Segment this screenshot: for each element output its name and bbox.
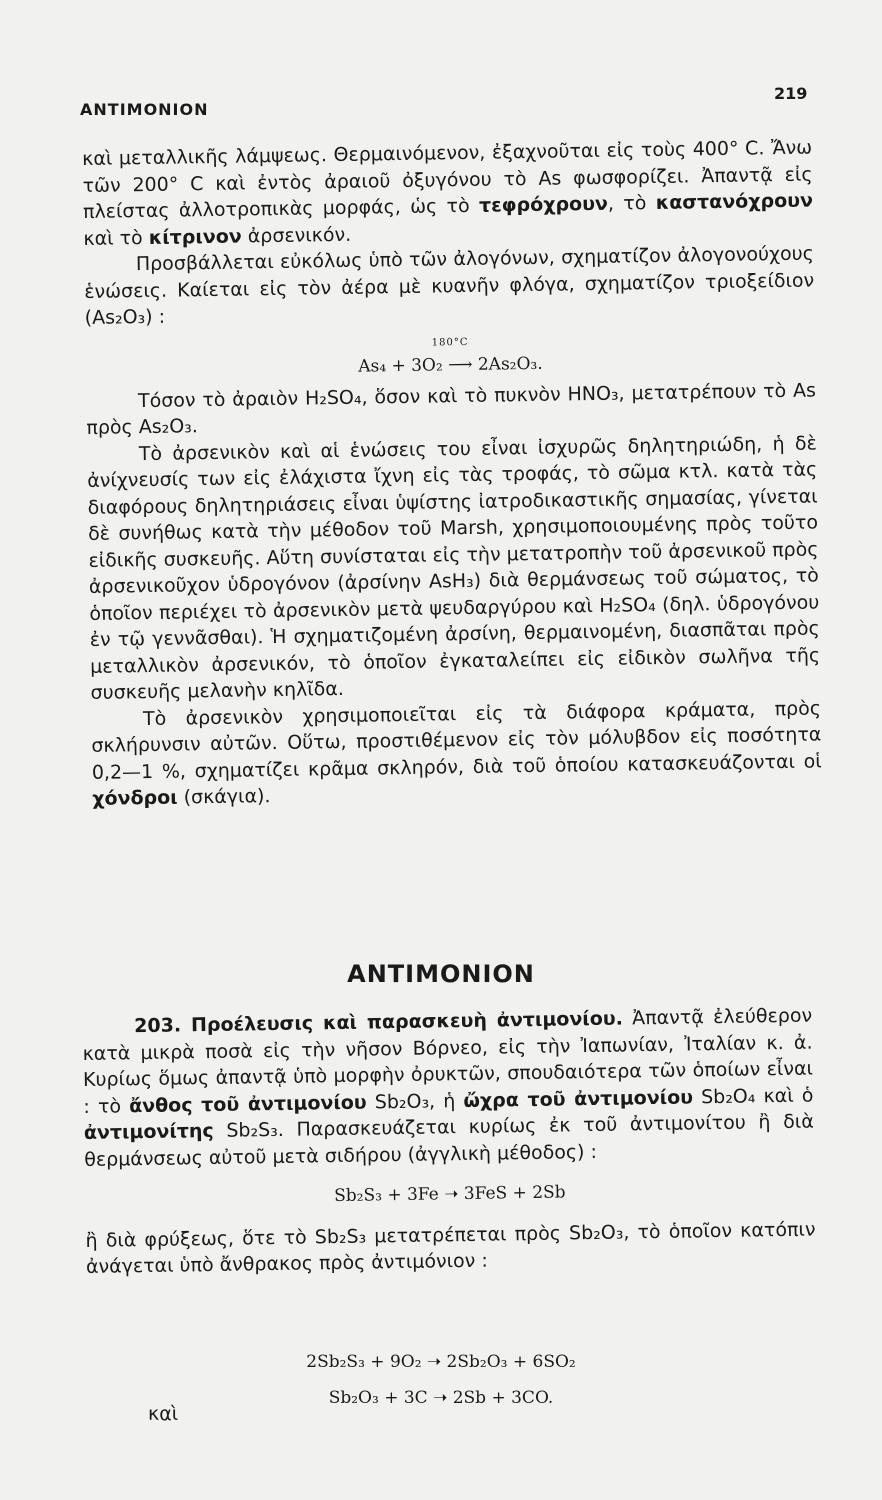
equation-roasting: 2Sb₂S₃ + 9O₂ ➝ 2Sb₂O₃ + 6SO₂ bbox=[306, 1352, 576, 1372]
arsenic-paragraph-1: καὶ μεταλλικῆς λάμψεως. Θερμαινόμενον, ἐξαχνοῦται εἰς τοὺς 400° C. Ἄνω τῶν 200° C καὶ ἐντὸς ἀραιοῦ ὀξυγόνου τὸ As φωσφορίζει. Ἀπαντᾷ εἰς πλείστας ἀλλοτροπικὰς μορφάς, ὡς τὸ τεφρόχρουν, τὸ καστανόχρουν καὶ τὸ κίτρινον ἀρσενικόν. bbox=[82, 136, 814, 250]
conjunction-and: καὶ bbox=[148, 1403, 179, 1425]
antimony-text-block bbox=[82, 1003, 816, 1281]
equation-condition: 180°C bbox=[431, 336, 469, 349]
subsection-heading: 203. Προέλευσις καὶ παρασκευὴ ἀντιμονίου. bbox=[134, 1007, 623, 1038]
arsenic-paragraph-3: Τόσον τὸ ἀραιὸν H₂SO₄, ὅσον καὶ τὸ πυκνὸν HNO₃, μετατρέπουν τὸ As πρὸς As₂O₃. bbox=[86, 379, 817, 439]
bold-term-brown: καστανόχρουν bbox=[655, 189, 814, 214]
equation-carbon-reduction: Sb₂O₃ + 3C ➝ 2Sb + 3CO. bbox=[328, 1388, 554, 1408]
equation-iron-reduction: Sb₂S₃ + 3Fe ➝ 3FeS + 2Sb bbox=[334, 1182, 566, 1207]
bold-term-shot: χόνδροι bbox=[92, 786, 178, 810]
arsenic-text-block bbox=[82, 135, 822, 813]
equation-arsenic-oxidation: 180°C As₄ + 3O₂ ⟶ 2As₂O₃. bbox=[85, 324, 816, 384]
running-title: ΑΝΤΙΜΟΝΙΟΝ bbox=[80, 100, 209, 119]
bold-term-stibnite: ἀντιμονίτης bbox=[83, 1119, 214, 1144]
antimony-paragraph-2: ἢ διὰ φρύξεως, ὅτε τὸ Sb₂S₃ μετατρέπεται πρὸς Sb₂O₃, τὸ ὁποῖον κατόπιν ἀνάγεται ὑπὸ ἄνθρακος πρὸς ἀντιμόνιον : bbox=[85, 1218, 816, 1278]
bold-term-ochre: ὤχρα τοῦ ἀντιμονίου bbox=[463, 1085, 694, 1112]
arsenic-paragraph-5: Τὸ ἀρσενικὸν χρησιμοποιεῖται εἰς τὰ διάφορα κράματα, πρὸς σκλήρυνσιν αὐτῶν. Οὕτω, προστιθέμενον εἰς τὸν μόλυβδον εἰς ποσότητα 0,2—1 %, σχηματίζει κρᾶμα σκληρόν, διὰ τοῦ ὁποίου κατασκευάζονται οἱ χόνδροι (σκάγια). bbox=[91, 696, 822, 810]
arsenic-paragraph-4: Τὸ ἀρσενικὸν καὶ αἱ ἑνώσεις του εἶναι ἰσχυρῶς δηλητηριώδη, ἡ δὲ ἀνίχνευσίς των εἰς ἐλάχιστα ἴχνη εἰς τὰς τροφάς, τὸ σῶμα κτλ. κατὰ τὰς διαφόρους δηλητηριάσεις εἶναι ὑψίστης ἰατροδικαστικῆς σημασίας, γίνεται δὲ συνήθως κατὰ τὴν μέθοδον τοῦ Marsh, χρησιμοποιουμένης πρὸς τοῦτο εἰδικῆς συσκευῆς. Αὕτη συνίσταται εἰς τὴν μετατροπὴν τοῦ ἀρσενικοῦ πρὸς ἀρσενικοῦχον ὑδρογόνον (ἀρσίνην AsH₃) διὰ θερμάνσεως τοῦ σώματος, τὸ ὁποῖον περιέχει τὸ ἀρσενικὸν μετὰ ψευδαργύρου καὶ H₂SO₄ (δηλ. ὑδρογόνου ἐν τῷ γεννᾶσθαι). Ἡ σχηματιζομένη ἀρσίνη, θερμαινομένη, διασπᾶται πρὸς μεταλλικὸν ἀρσενικόν, τὸ ὁποῖον ἐγκαταλείπει εἰς εἰδικὸν σωλῆνα τῆς συσκευῆς μελανὴν κηλῖδα. bbox=[87, 431, 821, 704]
page-number: 219 bbox=[774, 84, 808, 103]
arsenic-paragraph-2: Προσβάλλεται εὐκόλως ὑπὸ τῶν ἀλογόνων, σχηματίζον ἀλογονούχους ἑνώσεις. Καίεται εἰς τὸν ἀέρα μὲ κυανῆν φλόγα, σχηματίζον τριοξείδιον (As₂O₃) : bbox=[84, 242, 815, 329]
antimony-paragraph-1: 203. Προέλευσις καὶ παρασκευὴ ἀντιμονίου. Ἀπαντᾷ ἐλεύθερον κατὰ μικρὰ ποσὰ εἰς τὴν νῆσον Βόρνεο, εἰς τὴν Ἰαπωνίαν, Ἰταλίαν κ. ἀ. Κυρίως ὅμως ἀπαντᾷ ὑπὸ μορφὴν ὀρυκτῶν, σπουδαιότερα τῶν ὁποίων εἶναι : τὸ ἄνθος τοῦ ἀντιμονίου Sb₂O₃, ἡ ὤχρα τοῦ ἀντιμονίου Sb₂O₄ καὶ ὁ ἀντιμονίτης Sb₂S₃. Παρασκευάζεται κυρίως ἐκ τοῦ ἀντιμονίτου ἢ διὰ θερμάνσεως αὐτοῦ μετὰ σιδήρου (ἀγγλικὴ μέθοδος) : bbox=[82, 1004, 814, 1171]
bold-term-grey: τεφρόχρουν bbox=[478, 192, 609, 217]
bold-term-flowers: ἄνθος τοῦ ἀντιμονίου bbox=[128, 1091, 367, 1117]
section-title: ΑΝΤΙΜΟΝΙΟΝ bbox=[347, 960, 535, 988]
bold-term-yellow: κίτρινον bbox=[148, 225, 242, 249]
